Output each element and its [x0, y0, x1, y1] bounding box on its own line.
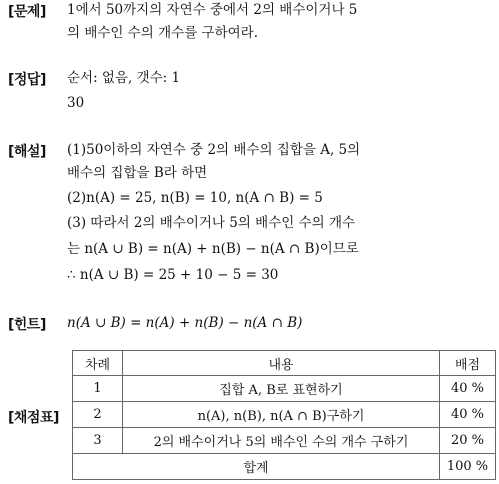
rubric-total-label: 합계 [73, 454, 440, 480]
rubric-row [73, 428, 496, 454]
rubric-table [72, 350, 496, 480]
rubric-row-score: 40 % [440, 376, 496, 402]
rubric-row [73, 402, 496, 428]
solution-label: [해설] [8, 144, 46, 160]
rubric-header-row [73, 351, 496, 376]
answer-line-2: 30 [67, 95, 85, 111]
solution-line-2: 배수의 집합을 B라 하면 [67, 165, 208, 181]
rubric-row-no: 1 [73, 376, 123, 402]
hint-formula: n(A ∪ B) = n(A) + n(B) − n(A ∩ B) [67, 315, 303, 331]
rubric-row [73, 376, 496, 402]
rubric-header-no: 차례 [73, 351, 123, 376]
rubric-total-score: 100 % [440, 454, 496, 480]
hint-label: [힌트] [8, 317, 46, 333]
problem-line-1: 1에서 50까지의 자연수 중에서 2의 배수이거나 5 [67, 2, 358, 18]
rubric-header-score: 배점 [440, 351, 496, 376]
solution-line-5: 는 n(A ∪ B) = n(A) + n(B) − n(A ∩ B)이므로 [67, 241, 359, 257]
rubric-row-content: n(A), n(B), n(A ∩ B)구하기 [123, 402, 440, 428]
rubric-row-no: 2 [73, 402, 123, 428]
solution-line-6: ∴ n(A ∪ B) = 25 + 10 − 5 = 30 [67, 267, 279, 283]
answer-label: [정답] [8, 72, 46, 88]
rubric-total-row [73, 454, 496, 480]
rubric-row-content: 2의 배수이거나 5의 배수인 수의 개수 구하기 [123, 428, 440, 454]
solution-line-4: (3) 따라서 2의 배수이거나 5의 배수인 수의 개수 [67, 215, 356, 231]
answer-line-1: 순서: 없음, 갯수: 1 [67, 70, 181, 86]
rubric-header-content: 내용 [123, 351, 440, 376]
rubric-label: [채점표] [8, 410, 59, 426]
rubric-row-score: 20 % [440, 428, 496, 454]
rubric-row-content: 집합 A, B로 표현하기 [123, 376, 440, 402]
problem-label: [문제] [8, 4, 46, 20]
solution-line-1: (1)50이하의 자연수 중 2의 배수의 집합을 A, 5의 [67, 142, 361, 158]
rubric-row-score: 40 % [440, 402, 496, 428]
problem-line-2: 의 배수인 수의 개수를 구하여라. [67, 25, 258, 41]
rubric-row-no: 3 [73, 428, 123, 454]
solution-line-3: (2)n(A) = 25, n(B) = 10, n(A ∩ B) = 5 [67, 190, 323, 206]
